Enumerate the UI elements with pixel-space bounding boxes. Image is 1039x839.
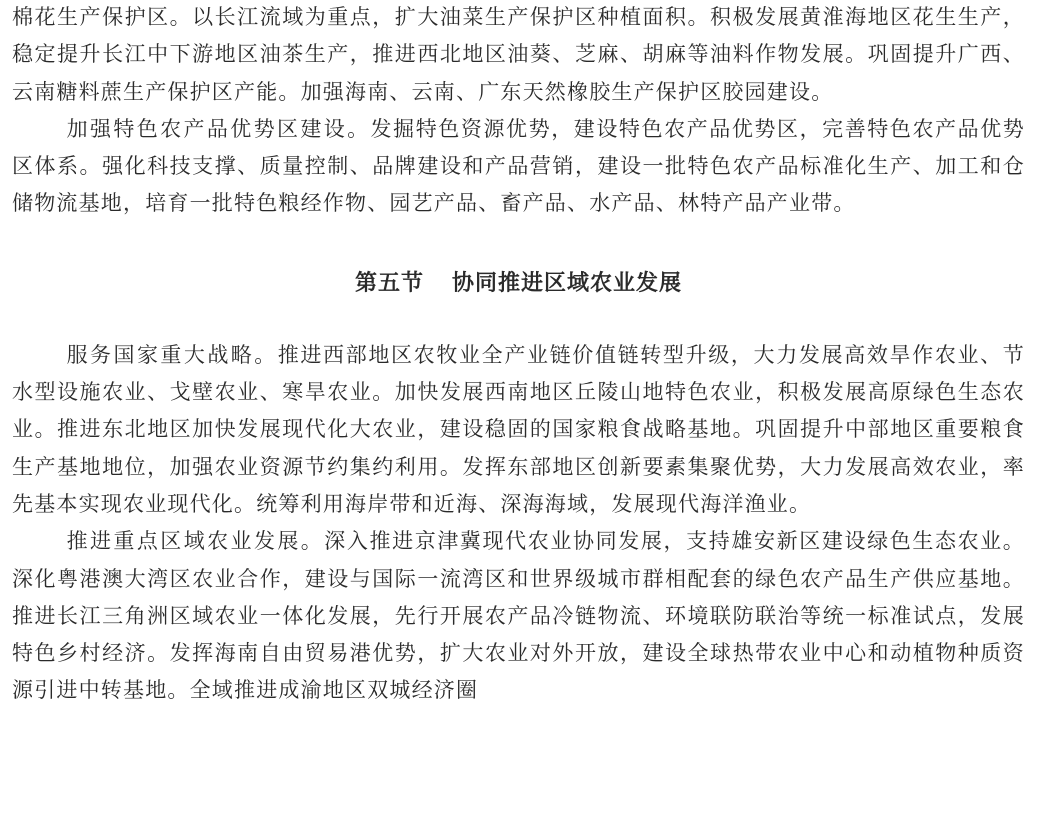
- paragraph-lead: 推进重点区域农业发展。: [66, 529, 325, 554]
- paragraph-key-regions: [12, 523, 1025, 709]
- section-number: 第五节: [354, 269, 424, 296]
- paragraph-text: 深入推进京津冀现代农业协同发展，支持雄安新区建设绿色生态农业。深化粤港澳大湾区农业合作，建设与国际一流湾区和世界级城市群相配套的绿色农产品生产供应基地。推进长江三角洲区域农业一体化发展，先行开展农产品冷链物流、环境联防联治等统一标准试点，发展特色乡村经济。发挥海南自由贸易港优势，扩大农业对外开放，建设全球热带农业中心和动植物种质资源引进中转基地。全域推进成渝地区双城经济圈: [12, 529, 1026, 703]
- paragraph-text: 棉花生产保护区。以长江流域为重点，扩大油菜生产保护区种植面积。积极发展黄淮海地区花生生产，稳定提升长江中下游地区油茶生产，推进西北地区油葵、芝麻、胡麻等油料作物发展。巩固提升广西、云南糖料蔗生产保护区产能。加强海南、云南、广东天然橡胶生产保护区胶园建设。: [12, 5, 1025, 104]
- paragraph-cotton-oil: [12, 0, 1025, 111]
- paragraph-specialty-products: [12, 111, 1025, 223]
- paragraph-lead: 加强特色农产品优势区建设。: [66, 116, 371, 141]
- paragraph-text: 推进西部地区农牧业全产业链价值链转型升级，大力发展高效旱作农业、节水型设施农业、戈壁农业、寒旱农业。加快发展西南地区丘陵山地特色农业，积极发展高原绿色生态农业。推进东北地区加快发展现代化大农业，建设稳固的国家粮食战略基地。巩固提升中部地区重要粮食生产基地地位，加强农业资源节约集约利用。发挥东部地区创新要素集聚优势，大力发展高效农业，率先基本实现农业现代化。统筹利用海岸带和近海、深海海域，发展现代海洋渔业。: [12, 342, 1026, 516]
- paragraph-lead: 服务国家重大战略。: [66, 342, 278, 367]
- paragraph-text: 发掘特色资源优势，建设特色农产品优势区，完善特色农产品优势区体系。强化科技支撑、质量控制、品牌建设和产品营销，建设一批特色农产品标准化生产、加工和仓储物流基地，培育一批特色粮经作物、园艺产品、畜产品、水产品、林特产品产业带。: [12, 116, 1025, 216]
- section-heading: [12, 266, 1025, 297]
- paragraph-national-strategy: [12, 337, 1025, 523]
- section-title: 协同推进区域农业发展: [452, 269, 683, 296]
